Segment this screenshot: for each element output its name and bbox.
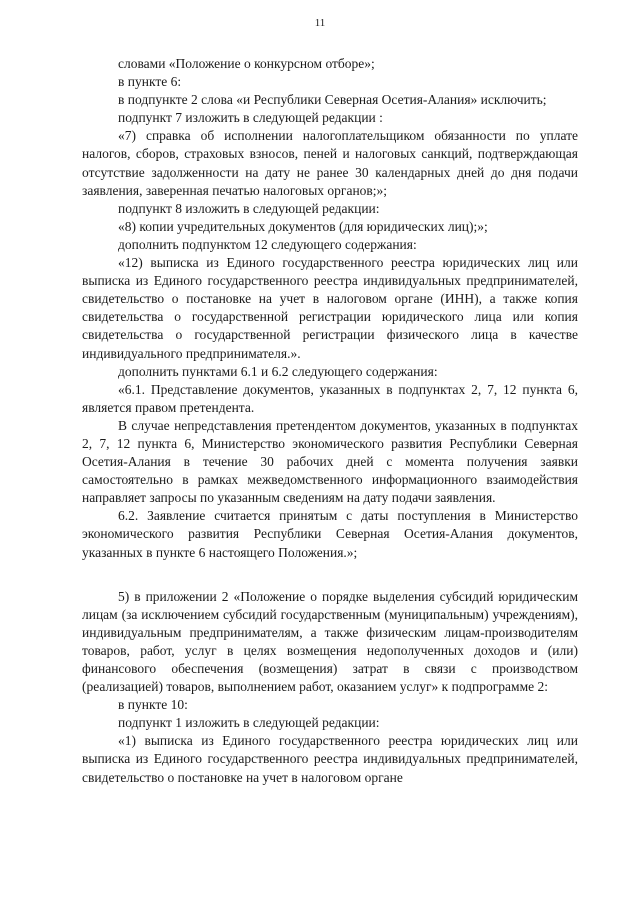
paragraph: «1) выписка из Единого государственного реестра юридических лиц или выписка из Единого государственного реестра индивидуальных предпринимателей, свидетельство о постановке на учет в налоговом органе	[82, 733, 578, 785]
paragraph: в пункте 6:	[118, 74, 182, 90]
paragraph: «7) справка об исполнении налогоплательщиком обязанности по уплате налогов, сборов, страховых взносов, пеней и налоговых санкций, подтверждающая отсутствие задолженности на дату не ранее 30 календарных дней до дня подачи заявления, заверенная печатью налоговых органов;»;	[82, 128, 578, 198]
paragraph: 5) в приложении 2 «Положение о порядке выделения субсидий юридическим лицам (за исключением субсидий государственным (муниципальным) учреждениям), индивидуальным предпринимателям, а также физическим лицам-производителям товаров, работ, услуг в целях возмещения недополученных доходов и (или) финансового обеспечения (возмещения) затрат в связи с производством (реализацией) товаров, выполнением работ, оказанием услуг» к подпрограмме 2:	[82, 588, 578, 695]
paragraph: «6.1. Представление документов, указанных в подпунктах 2, 7, 12 пункта 6, является правом претендента.	[82, 381, 578, 415]
paragraph-spacer	[82, 562, 578, 588]
paragraph: В случае непредставления претендентом документов, указанных в подпунктах 2, 7, 12 пункта 6, Министерство экономического развития Республики Северная Осетия-Алания в течение 30 рабочих дней с момента получения заявки самостоятельно в рамках межведомственного информационного взаимодействия направляет запросы по указанным сведениям на дату подачи заявления.	[82, 417, 578, 506]
paragraph: «8) копии учредительных документов (для юридических лиц);»;	[118, 218, 488, 234]
paragraph: в подпункте 2 слова «и Республики Северная Осетия-Алания» исключить;	[118, 92, 547, 108]
page-number: 11	[314, 17, 326, 29]
paragraph: подпункт 8 изложить в следующей редакции:	[118, 200, 380, 216]
paragraph: подпункт 1 изложить в следующей редакции:	[118, 715, 380, 731]
paragraph: «12) выписка из Единого государственного реестра юридических лиц или выписка из Единого государственного реестра индивидуальных предпринимателей, свидетельство о постановке на учет в налоговом органе (ИНН), а также копия свидетельства о государственной регистрации юридического лица или копия свидетельства о государственной регистрации физического лица в качестве индивидуального предпринимателя.».	[82, 255, 578, 361]
paragraph: 6.2. Заявление считается принятым с даты поступления в Министерство экономического развития Республики Северная Осетия-Алания документов, указанных в пункте 6 настоящего Положения.»;	[82, 508, 578, 560]
paragraph: подпункт 7 изложить в следующей редакции :	[118, 110, 383, 126]
document-body	[82, 55, 578, 787]
paragraph: словами «Положение о конкурсном отборе»;	[118, 56, 375, 71]
paragraph: дополнить подпунктом 12 следующего содержания:	[118, 236, 417, 252]
paragraph: в пункте 10:	[118, 697, 188, 713]
paragraph: дополнить пунктами 6.1 и 6.2 следующего содержания:	[118, 363, 438, 379]
